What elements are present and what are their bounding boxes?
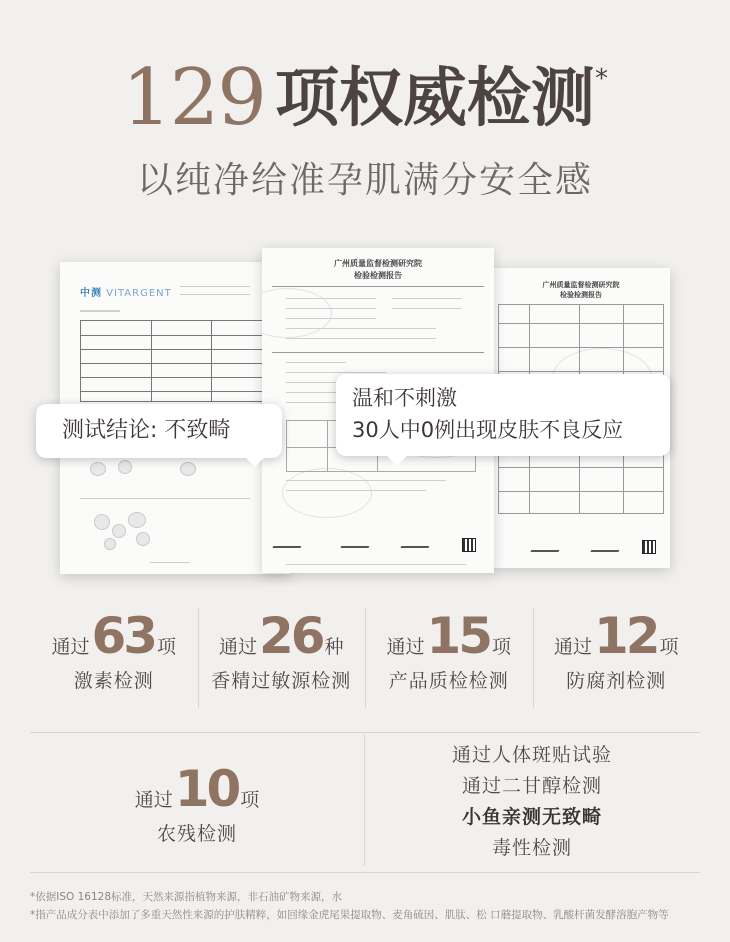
extra-tests-list (364, 740, 700, 866)
stat-label: 防腐剂检测 (566, 670, 667, 692)
report-document-middle: 广州质量监督检测研究院 检验检测报告 (262, 248, 494, 573)
footnotes (30, 888, 669, 924)
stat-preservative: 通过 12 项 防腐剂检测 (533, 608, 701, 708)
stat-number: 26 (258, 607, 323, 665)
stat-label: 激素检测 (73, 670, 154, 692)
test-stats-row (30, 608, 700, 708)
hero-title: 项权威检测 (274, 62, 595, 136)
stat-label: 农残检测 (156, 822, 237, 845)
extra-test-item: 毒性检测 (491, 837, 572, 859)
footnote-1: *依据ISO 16128标准，天然来源指植物来源，非石油矿物来源，水 (30, 891, 343, 903)
stat-fragrance-allergen: 通过 26 种 香精过敏源检测 (198, 608, 366, 708)
callout-conclusion-text: 测试结论: 不致畸 (62, 418, 231, 443)
stat-number: 10 (174, 759, 239, 818)
hero-star: * (594, 64, 608, 94)
extra-test-item: 通过二甘醇检测 (461, 775, 602, 797)
callout-conclusion (36, 404, 282, 458)
extra-test-item-highlight: 小鱼亲测无致畸 (461, 806, 602, 828)
extra-test-item: 通过人体斑贴试验 (451, 744, 612, 766)
stat-number: 63 (91, 607, 156, 665)
hero-title-line (0, 53, 730, 143)
stat-number: 15 (426, 607, 491, 665)
stat-pesticide: 通过 10 项 农残检测 (134, 759, 260, 845)
divider (30, 732, 700, 733)
hero-header (0, 53, 730, 203)
callout-mild-line2: 30人中0例出现皮肤不良反应 (352, 418, 624, 442)
callout-mild (336, 374, 670, 456)
bottom-stats (30, 740, 700, 866)
stat-label: 香精过敏源检测 (211, 670, 352, 692)
divider (30, 872, 700, 873)
stat-label: 产品质检检测 (388, 670, 509, 692)
stat-quality: 通过 15 项 产品质检检测 (365, 608, 533, 708)
callout-mild-line1: 温和不刺激 (352, 386, 457, 410)
report-document-right: 广州质量监督检测研究院 检验检测报告 (492, 268, 670, 568)
footnote-2: *指产品成分表中添加了多重天然性来源的护肤精粹，如回缘金虎尾果提取物、麦角硫因、肌肽、松 口蘑提取物、乳酸杆菌发酵溶胞产物等 (30, 909, 669, 921)
stat-number: 12 (593, 607, 658, 665)
hero-number: 129 (122, 53, 265, 143)
vitargent-logo: 中测 VITARGENT (80, 288, 172, 299)
stat-hormone: 通过 63 项 激素检测 (30, 608, 198, 708)
hero-subtitle: 以纯净给准孕肌满分安全感 (136, 160, 593, 201)
